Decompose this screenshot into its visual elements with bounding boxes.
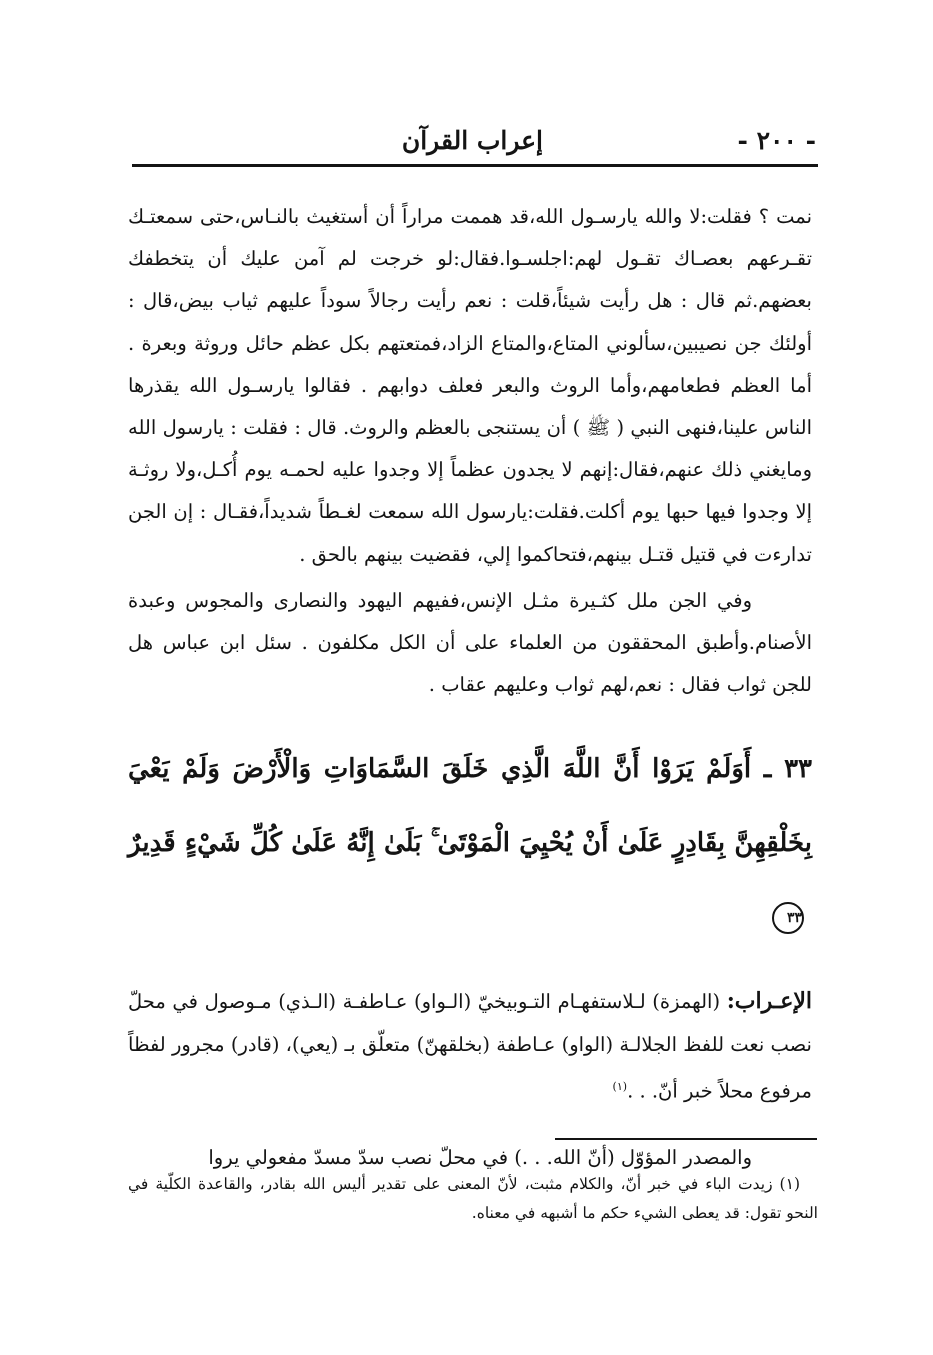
irab-paragraph (128, 980, 812, 1113)
footnote: (١) زيدت الباء في خبر أنّ، والكلام مثبت، لأنّ المعنى على تقدير أليس الله بقادر، والقاعدة الكلّية في النحو تقول: قد يعطى الشيء حكم ما أشبهه في معناه. (128, 1174, 818, 1222)
masdar-paragraph: والمصدر المؤوّل (أنّ الله. . .) في محلّ نصب سدّ مسدّ مفعولي يروا (208, 1146, 752, 1170)
footnote-rule (555, 1138, 817, 1140)
header-title: إعراب القرآن (401, 126, 543, 155)
quran-verse (128, 732, 812, 954)
main-text (128, 196, 812, 1199)
paragraph-jinn: وفي الجن ملل كثـيرة مثـل الإنس،ففيهم اليهود والنصارى والمجوس وعبدة الأصنام.وأطبق المحققون من العلماء على أن الكل مكلفون . سئل ابن عباس هل للجن ثواب فقال : نعم،لهم ثواب وعليهم عقاب . (128, 588, 812, 697)
page-header (130, 122, 818, 162)
irab-label: الإعـراب: (726, 988, 813, 1015)
page-number: - ٢٠٠ - (737, 126, 816, 155)
paragraph-hadith: نمت ؟ فقلت:لا والله يارسـول الله،قد هممت مراراً أن أستغيث بالنـاس،حتى سمعتـك تقـرعهم بعصـاك تقـول لهم:اجلسـوا.فقال:لو خرجت لم آمن عليك أن يتخطفك بعضهم.ثم قال : هل رأيت شيئاً،قلت : نعم رأيت رجالاً سوداً عليهم ثياب بيض،قال : أولئك جن نصيبين،سألوني المتاع،والمتاع الزاد،فمتعتهم بكل عظم حائل وروثة وبعرة . أما العظم فطعامهم،وأما الروث والبعر فعلف دوابهم . فقالوا يارسـول الله يقذرها الناس علينا،فنهى النبي ( ﷺ ) أن يستنجى بالعظم والروث. قال : فقلت : يارسول الله ومايغني ذلك عنهم،فقال:إنهم لا يجدون عظماً إلا وجدوا عليه لحمـه يوم أُكـل،ولا روثـة إلا وجدوا فيها حبها يوم أكلت.فقلت:يارسول الله سمعت لغـطاً شديداً،فقـال : إن الجن تدارءت في قتيل قتـل بينهم،فتحاكموا إلي، فقضيت بينهم بالحق . (128, 205, 813, 566)
header-rule (132, 164, 818, 167)
ayah-number-icon: ٣٣ (772, 902, 804, 934)
verse-text: ٣٣ ـ أَوَلَمْ يَرَوْا أَنَّ اللَّهَ الَّذِي خَلَقَ السَّمَاوَاتِ وَالْأَرْضَ وَلَمْ يَعْيَ بِخَلْقِهِنَّ بِقَادِرٍ عَلَىٰ أَنْ يُحْيِيَ الْمَوْتَىٰ ۚ بَلَىٰ إِنَّهُ عَلَىٰ كُلِّ شَيْءٍ قَدِيرٌ (128, 754, 812, 859)
irab-text: (الهمزة) لـلاستفهـام التـوبيخيّ (الـواو) عـاطفـة (الـذي) مـوصول في محلّ نصب نعت للفظ الجلالـة (الواو) عـاطفة (بخلقهنّ) متعلّق بـ (يعي)، (قادر) مجرور لفظاً مرفوع محلاً خبر أنّ. . . (128, 990, 812, 1103)
footnote-reference: (١) (612, 1080, 628, 1094)
